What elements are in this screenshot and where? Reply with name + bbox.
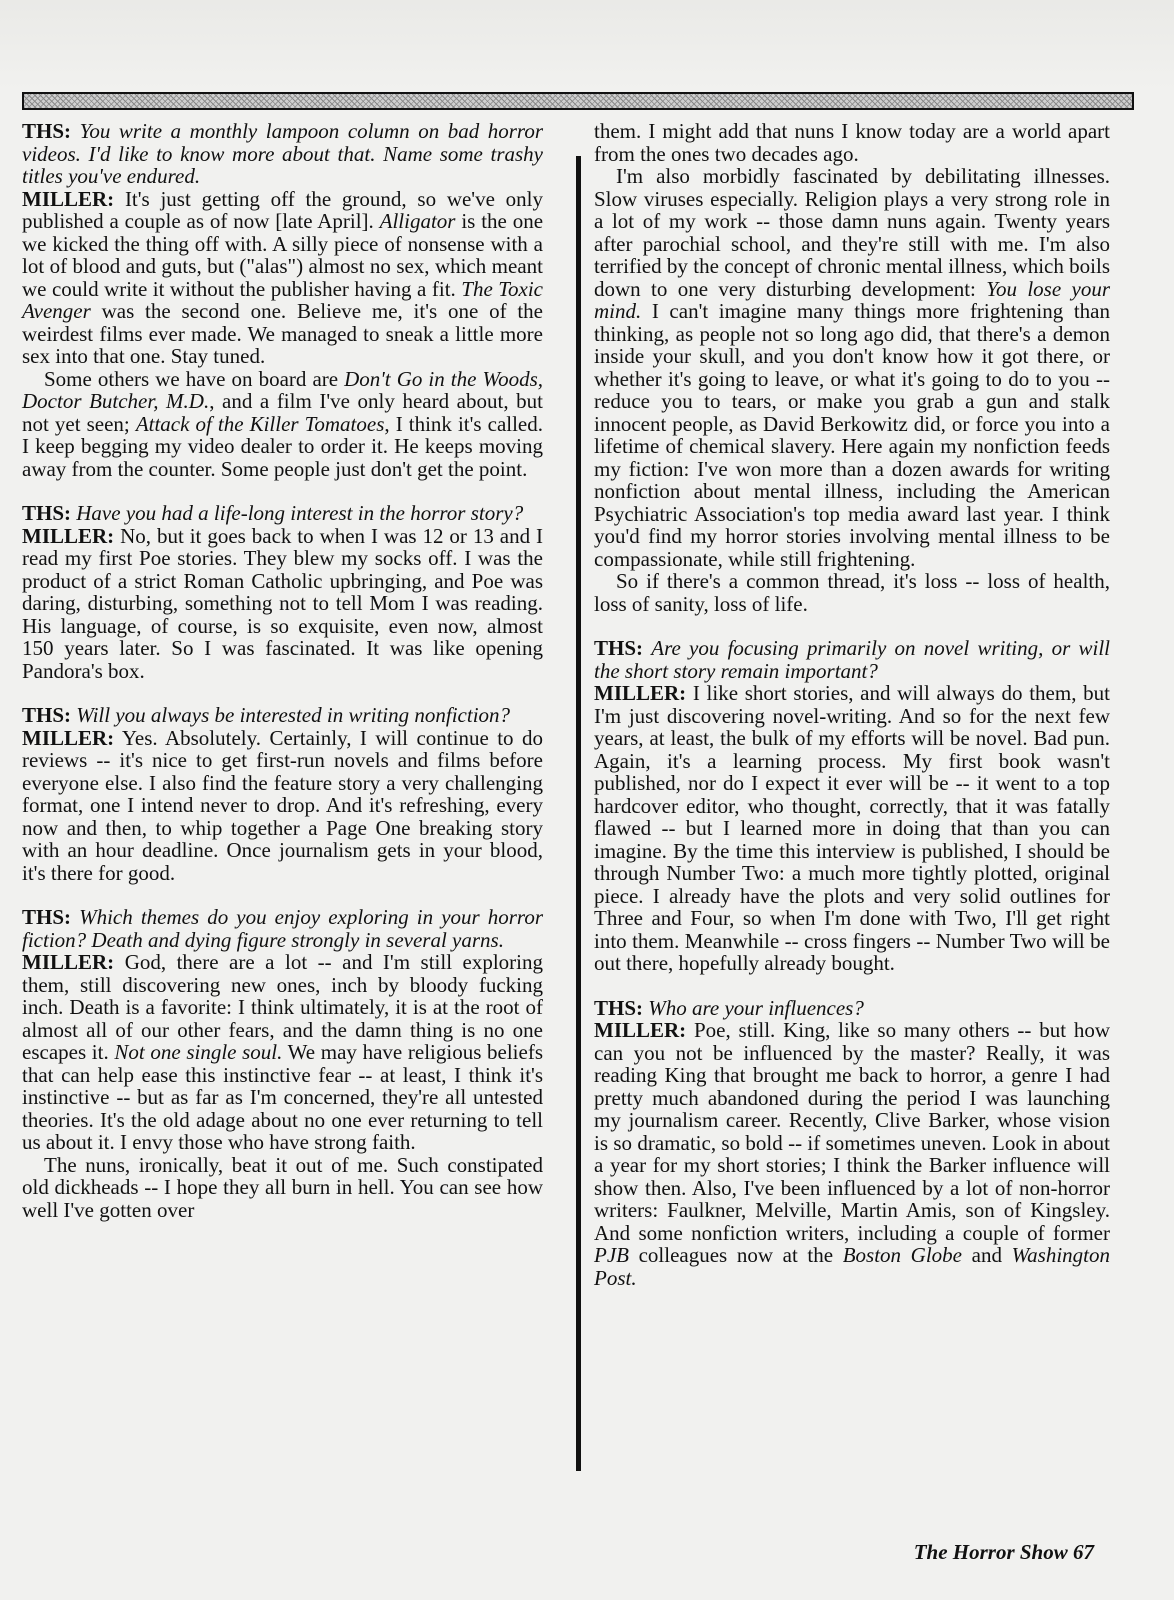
question-3: THS: Will you always be interested in writing nonfiction? — [22, 703, 511, 727]
answer-1: MILLER: It's just getting off the ground, so we've only published a couple as of now [late April]. Alligator is the one we kicked the thing off with. A silly piece of nonsense with a lot of blood and guts, but ("alas") almost no sex, which meant we could write it without the publisher having a fit. The Toxic Avenger was the second one. Believe me, it's one of the weirdest films ever made. We managed to sneak a little more sex into that one. Stay tuned. — [22, 186, 544, 368]
answer-4-cont-2: them. I might add that nuns I know today are a world apart from the ones two decades ago. — [594, 119, 1110, 166]
left-column — [22, 120, 543, 1221]
question-5: THS: Are you focusing primarily on novel writing, or will the short story remain important? — [594, 636, 1111, 683]
column-divider — [576, 156, 581, 1471]
answer-3: MILLER: Yes. Absolutely. Certainly, I will continue to do reviews -- it's nice to get first-run novels and films before everyone else. I also find the feature story a very challenging format, one I intend never to drop. And it's refreshing, every now and then, to whip together a Page One breaking story with an hour deadline. Once journalism gets in your blood, it's there for good. — [22, 725, 543, 885]
answer-1-cont: Some others we have on board are Don't Go in the Woods, Doctor Butcher, M.D., and a film I've only heard about, but not yet seen; Attack of the Killer Tomatoes, I think it's called. I keep begging my video dealer to order it. He keeps moving away from the counter. Some people just don't get the point. — [22, 366, 544, 481]
right-column — [594, 120, 1110, 1289]
answer-4-cont: The nuns, ironically, beat it out of me. Such constipated old dickheads -- I hope they all burn in hell. You can see how well I've gotten over — [22, 1152, 543, 1222]
question-4: THS: Which themes do you enjoy exploring in your horror fiction? Death and dying figure strongly in several yarns. — [22, 905, 543, 952]
question-6: THS: Who are your influences? — [594, 995, 864, 1020]
question-1: THS: You write a monthly lampoon column on bad horror videos. I'd like to know more about that. Name some trashy titles you've endured. — [22, 119, 544, 188]
answer-4-cont-4: So if there's a common thread, it's loss -- loss of health, loss of sanity, loss of life. — [594, 569, 1110, 616]
answer-6: MILLER: Poe, still. King, like so many others -- but how can you not be influenced by the master? Really, it was reading King that brought me back to horror, a genre I had pretty much abandoned during the period I was launching my journalism career. Recently, Clive Barker, whose vision is so dramatic, so bold -- if sometimes uneven. Look in about a year for my short stories; I think the Barker influence will show then. Also, I've been influenced by a lot of non-horror writers: Faulkner, Melville, Martin Amis, son of Kingsley. And some nonfiction writers, including a couple of former PJB colleagues now at the Boston Globe and Washington Post. — [594, 1018, 1110, 1290]
page-footer: The Horror Show 67 — [913, 1540, 1094, 1564]
question-2: THS: Have you had a life-long interest in the horror story? — [22, 501, 524, 525]
answer-4-cont-3: I'm also morbidly fascinated by debilitating illnesses. Slow viruses especially. Religion plays a very strong role in a lot of my work -- those damn nuns again. Twenty years after parochial school, and they're still with me. I'm also terrified by the concept of chronic mental illness, which boils down to one very disturbing development: You lose your mind. I can't imagine many things more frightening than thinking, as people not so long ago did, that there's a demon inside your skull, and you don't know how it got there, or whether it's going to leave, or what it's going to do to you -- reduce you to tears, or make you grab a gun and stalk innocent people, as David Berkowitz did, or force you into a lifetime of chemical slavery. Here again my nonfiction feeds my fiction: I've won more than a dozen awards for writing nonfiction about mental illness, including the American Psychiatric Association's top media award last year. I think you'd find my horror stories involving mental illness to be compassionate, while still frightening. — [594, 164, 1111, 571]
decorative-header-bar — [22, 92, 1134, 110]
answer-2: MILLER: No, but it goes back to when I was 12 or 13 and I read my first Poe stories. They blew my socks off. I was the product of a strict Roman Catholic upbringing, and Poe was daring, disturbing, something not to tell Mom I was reading. His language, of course, is so exquisite, even now, almost 150 years later. So I was fascinated. It was like opening Pandora's box. — [22, 523, 544, 683]
answer-4: MILLER: God, there are a lot -- and I'm still exploring them, still discovering new ones, inch by bloody fucking inch. Death is a favorite: I think ultimately, it is at the root of almost all of our other fears, and the damn thing is no one escapes it. Not one single soul. We may have religious beliefs that can help ease this instinctive fear -- at least, I think it's instinctive -- but as far as I'm concerned, they're all untested theories. It's the old adage about no one ever returning to tell us about it. I envy those who have strong faith. — [22, 950, 544, 1154]
answer-5: MILLER: I like short stories, and will always do them, but I'm just discovering novel-writing. And so for the next few years, at least, the bulk of my efforts will be novel. Bad pun. Again, it's a learning process. My first book wasn't published, nor do I expect it ever will be -- it went to a top hardcover editor, who thought, correctly, that it was fatally flawed -- but I learned more in doing that than you can imagine. By the time this interview is published, I should be through Number Two: a much more tightly plotted, original piece. I already have the plots and very solid outlines for Three and Four, so when I'm done with Two, I'll get right into them. Meanwhile -- cross fingers -- Number Two will be out there, hopefully already bought. — [594, 681, 1110, 975]
faded-header-artwork — [0, 0, 1174, 90]
